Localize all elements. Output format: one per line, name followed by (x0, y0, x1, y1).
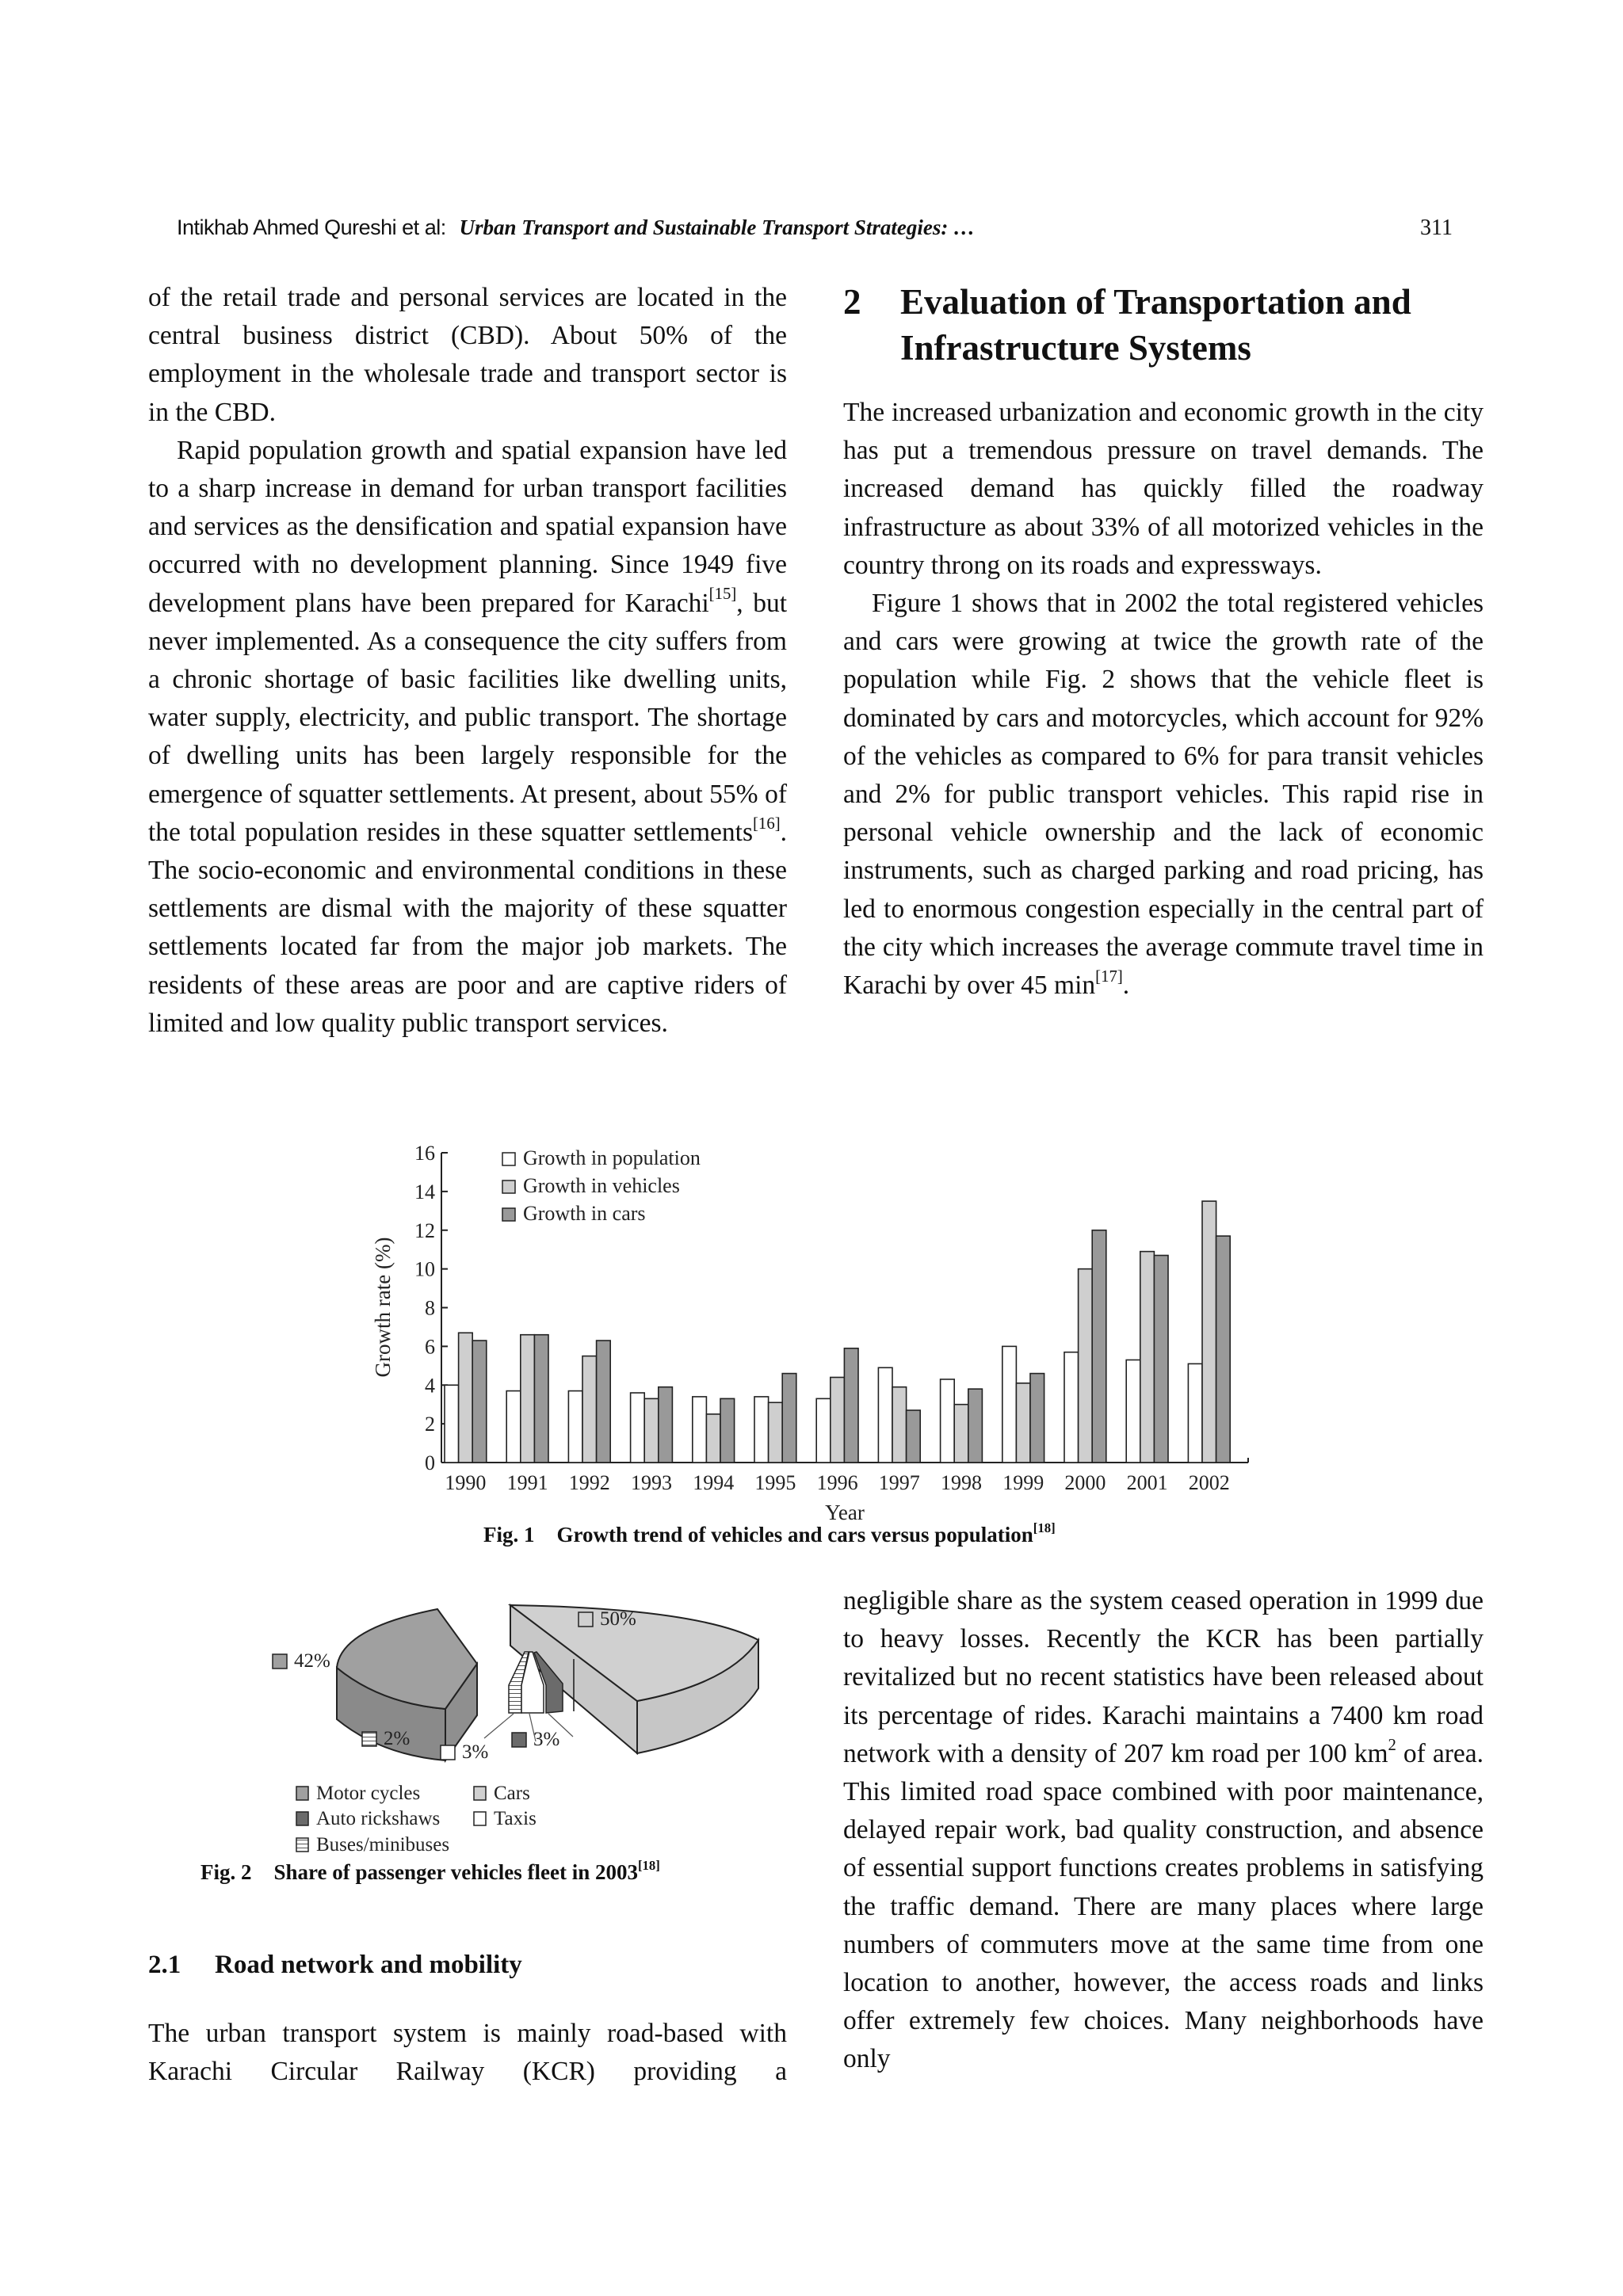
x-tick-label: 2002 (1188, 1471, 1230, 1494)
bar (445, 1385, 459, 1463)
bar (472, 1341, 487, 1463)
bar-chart-svg (357, 1133, 1268, 1577)
header-journal-title: Urban Transport and Sustainable Transport Strategies: … (459, 215, 976, 239)
pie-chart-svg (190, 1585, 792, 1886)
bar (568, 1391, 582, 1463)
y-tick-label: 8 (425, 1296, 435, 1320)
paragraph: Rapid population growth and spatial expansion have led to a sharp increase in demand for urban transport facilities and services as the densification and spatial expansion have occurred with no development planning. Since 1949 five development plans have been prepared for Karachi[15], but never implemented. As a consequence the city suffers from a chronic shortage of basic facilities like dwelling units, water supply, electricity, and public transport. The shortage of dwelling units has been largely responsible for the emergence of squatter settlements. At present, about 55% of the total population resides in these squatter settlements[16]. The socio-economic and environmental conditions in these settlements are dismal with the majority of these squatter settlements located far from the major job markets. The residents of these areas are poor and are captive riders of limited and low quality public transport services. (148, 435, 787, 1038)
legend-label: Motor cycles (316, 1783, 421, 1804)
legend-label: Taxis (494, 1808, 537, 1829)
bar (631, 1393, 645, 1463)
legend-label: Cars (494, 1783, 530, 1804)
bar (816, 1398, 831, 1463)
bar (1030, 1374, 1044, 1463)
pie-value-label: 3% (462, 1741, 489, 1763)
subsection-title: Road network and mobility (215, 1951, 522, 1979)
bar (506, 1391, 521, 1463)
left-column-text (148, 279, 787, 1043)
right-column-text (843, 394, 1484, 1005)
section-heading (843, 279, 1411, 371)
bar (1216, 1236, 1231, 1463)
x-tick-label: 2001 (1126, 1471, 1168, 1494)
legend-swatch (296, 1838, 308, 1852)
bar (754, 1397, 769, 1463)
pie-value-label: 42% (294, 1650, 330, 1672)
bar (597, 1341, 611, 1463)
bar (878, 1367, 892, 1463)
bar (1126, 1360, 1140, 1463)
bar (1188, 1363, 1202, 1463)
pie-label-swatch (362, 1732, 376, 1746)
bar (720, 1398, 735, 1463)
bar (659, 1387, 673, 1463)
legend-label: Buses/minibuses (316, 1834, 450, 1855)
x-tick-label: 1996 (816, 1471, 858, 1494)
bar (1002, 1346, 1017, 1463)
x-tick-label: 1991 (506, 1471, 548, 1494)
bar (907, 1410, 921, 1463)
legend-swatch (474, 1787, 486, 1800)
y-tick-label: 14 (414, 1180, 435, 1203)
bar (582, 1356, 597, 1463)
legend-swatch (502, 1208, 515, 1221)
legend-swatch (296, 1787, 308, 1800)
x-tick-label: 1997 (878, 1471, 920, 1494)
figure-1-caption: Fig. 1 Growth trend of vehicles and cars versus population[18] (483, 1520, 1056, 1547)
pie-label-swatch (273, 1654, 287, 1669)
x-tick-label: 1993 (631, 1471, 672, 1494)
x-axis-label: Year (825, 1501, 865, 1524)
bar (534, 1335, 548, 1463)
y-tick-label: 0 (425, 1451, 435, 1474)
bar (1140, 1252, 1155, 1463)
section-number: 2 (843, 282, 861, 322)
bar (644, 1398, 659, 1463)
legend-swatch (296, 1812, 308, 1825)
bar (706, 1414, 720, 1463)
legend-label: Growth in cars (523, 1202, 646, 1225)
bar (1154, 1256, 1168, 1463)
paragraph: of the retail trade and personal services are located in the central business district (CBD). About 50% of the employment in the wholesale trade and transport sector is in the CBD. (148, 283, 787, 427)
pie-label-swatch (441, 1745, 455, 1760)
pie-value-label: 3% (533, 1729, 560, 1750)
paragraph: negligible share as the system ceased operation in 1999 due to heavy losses. Recently the KCR has been partially revitalized but no recent statistics have been released about its percentage of rides. Karachi maintains a 7400 km road network with a density of 207 km road per 100 $km^2$ of area. This limited road space combined with poor maintenance, delayed repair work, bad quality construction, and absence of essential support functions creates problems in satisfying the traffic demand. There are many places where large numbers of commuters move at the same time from one location to another, however, the access roads and links offer extremely few choices. Many neighborhoods have only (843, 1586, 1484, 2074)
paragraph: Figure 1 shows that in 2002 the total registered vehicles and cars were growing at twice the growth rate of the population while Fig. 2 shows that the vehicle fleet is dominated by cars and motorcycles, which account for 92% of the vehicles as compared to 6% for para transit vehicles and 2% for public transport vehicles. This rapid rise in personal vehicle ownership and the lack of economic instruments, such as charged parking and road pricing, has led to enormous congestion especially in the central part of the city which increases the average commute travel time in Karachi by over 45 min[17]. (843, 589, 1484, 1001)
pie-label-swatch (579, 1612, 593, 1627)
citation: [16] (753, 814, 781, 833)
legend-swatch (474, 1812, 486, 1825)
right-column-bottom-text (843, 1582, 1484, 2079)
header-author: Intikhab Ahmed Qureshi et al: (177, 215, 446, 239)
legend-swatch (502, 1153, 515, 1165)
x-tick-label: 1994 (693, 1471, 735, 1494)
citation: [17] (1095, 967, 1123, 986)
x-tick-label: 1998 (941, 1471, 982, 1494)
section-title-line1: Evaluation of Transportation and (900, 282, 1411, 322)
x-tick-label: 1992 (568, 1471, 610, 1494)
x-tick-label: 2000 (1064, 1471, 1106, 1494)
pie-value-label: 50% (600, 1608, 636, 1630)
subsection-heading (148, 1951, 522, 1980)
y-tick-label: 10 (414, 1257, 435, 1281)
legend-label: Auto rickshaws (316, 1808, 441, 1829)
bar (968, 1389, 983, 1463)
bar (941, 1379, 955, 1463)
paragraph: The increased urbanization and economic growth in the city has put a tremendous pressure on travel demands. The increased demand has quickly filled the roadway infrastructure as about 33% of all motorized vehicles in the country throng on its roads and expressways. (843, 398, 1484, 580)
running-header (177, 215, 1453, 247)
y-tick-label: 2 (425, 1413, 435, 1436)
subsection-number: 2.1 (148, 1951, 181, 1979)
figure-2-caption: Fig. 2 Share of passenger vehicles fleet in 2003[18] (200, 1857, 660, 1884)
x-tick-label: 1999 (1002, 1471, 1044, 1494)
bar (954, 1405, 968, 1463)
bar (1202, 1201, 1216, 1463)
figure-1-bar-chart (357, 1133, 1268, 1577)
bar (769, 1402, 783, 1463)
x-tick-label: 1990 (445, 1471, 487, 1494)
y-tick-label: 6 (425, 1335, 435, 1359)
y-axis-label: Growth rate (%) (371, 1237, 395, 1378)
y-tick-label: 16 (414, 1142, 435, 1165)
x-tick-label: 1995 (754, 1471, 796, 1494)
bar (831, 1377, 845, 1463)
bar (521, 1335, 535, 1463)
section-title-line2: Infrastructure Systems (900, 328, 1251, 368)
bar (1064, 1352, 1079, 1463)
pie-label-swatch (512, 1733, 526, 1747)
page-number: 311 (1420, 215, 1453, 240)
bar (844, 1348, 858, 1463)
y-tick-label: 4 (425, 1374, 435, 1398)
legend-label: Growth in population (523, 1146, 701, 1169)
bar (1092, 1230, 1106, 1463)
bar (693, 1397, 707, 1463)
bar (782, 1374, 796, 1463)
legend-swatch (502, 1180, 515, 1193)
y-tick-label: 12 (414, 1219, 435, 1242)
bar (1079, 1269, 1093, 1463)
left-column-bottom-text (148, 2015, 787, 2091)
bar (459, 1333, 473, 1463)
bar (1016, 1383, 1030, 1463)
bar (892, 1387, 907, 1463)
legend-label: Growth in vehicles (523, 1174, 680, 1197)
paragraph: The urban transport system is mainly road-based with Karachi Circular Railway (KCR) providing a (148, 2019, 787, 2087)
citation: [15] (708, 585, 737, 604)
pie-value-label: 2% (384, 1728, 411, 1749)
figure-2-pie-chart (190, 1585, 792, 1886)
